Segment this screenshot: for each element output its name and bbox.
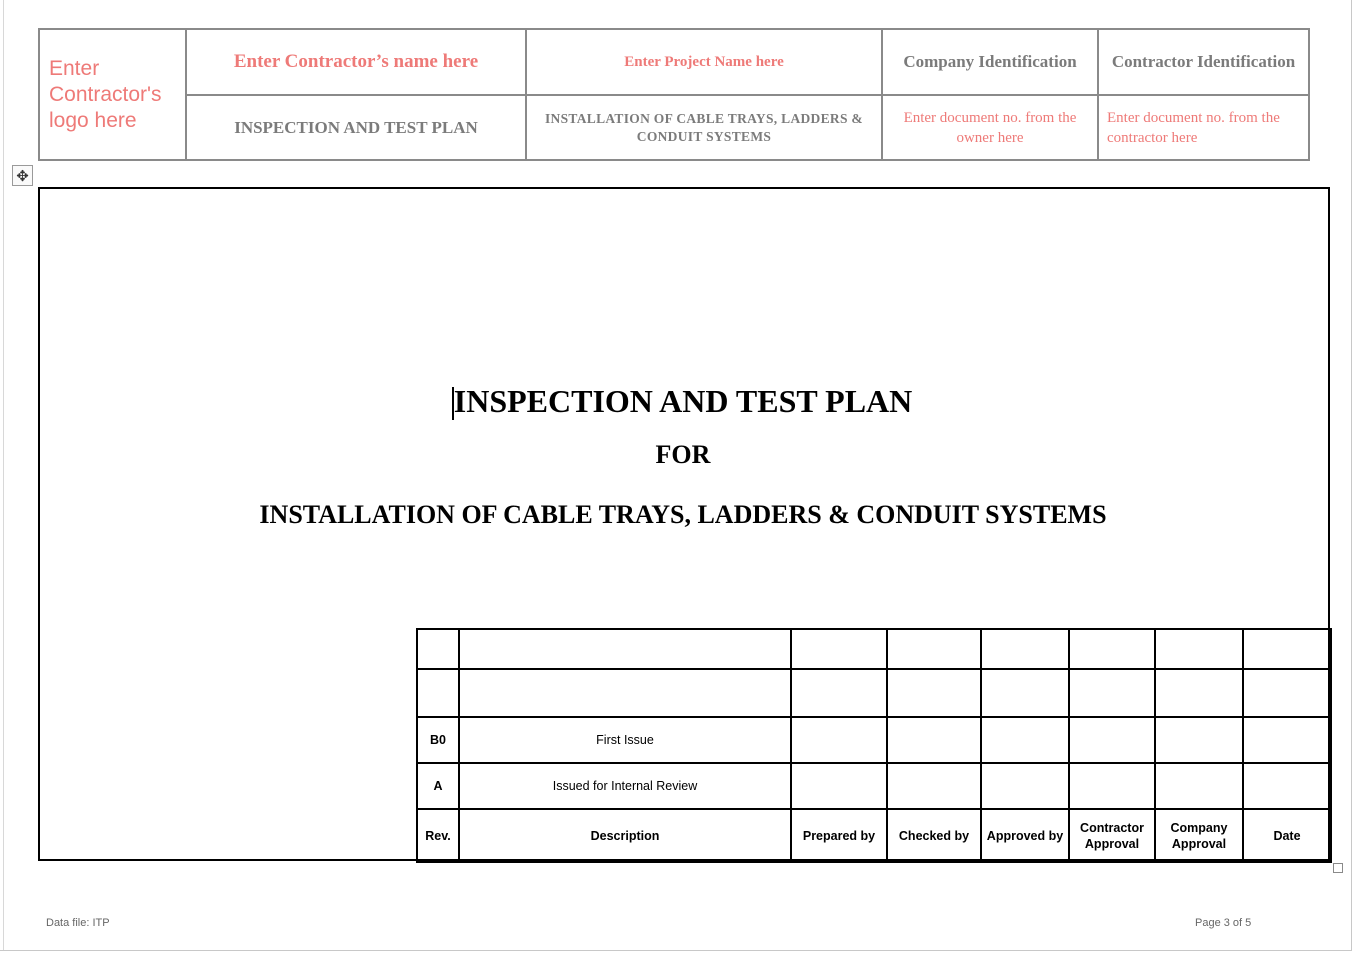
table-row xyxy=(417,669,1331,717)
column-header-date: Date xyxy=(1243,809,1331,862)
move-arrows-icon[interactable]: ✥ xyxy=(12,165,33,186)
approved-by-cell[interactable] xyxy=(981,763,1069,809)
contractor-approval-cell[interactable] xyxy=(1069,717,1155,763)
header-table xyxy=(38,28,1310,161)
table-row xyxy=(417,717,1331,763)
date-cell[interactable] xyxy=(1243,669,1331,717)
column-header-description: Description xyxy=(459,809,791,862)
resize-handle-icon[interactable] xyxy=(1333,863,1343,873)
document-title-cell: INSPECTION AND TEST PLAN xyxy=(186,95,526,160)
checked-by-cell[interactable] xyxy=(887,629,981,669)
contractor-name-field[interactable]: Enter Contractor’s name here xyxy=(186,29,526,95)
contractor-document-number-field[interactable]: Enter document no. from the contractor here xyxy=(1098,95,1309,160)
table-header-row xyxy=(417,809,1331,862)
rev-cell[interactable] xyxy=(417,629,459,669)
approved-by-cell[interactable] xyxy=(981,717,1069,763)
revision-table xyxy=(416,628,1332,863)
approved-by-cell[interactable] xyxy=(981,629,1069,669)
prepared-by-cell[interactable] xyxy=(791,629,887,669)
contractor-approval-cell[interactable] xyxy=(1069,763,1155,809)
date-cell[interactable] xyxy=(1243,717,1331,763)
column-header-approved-by: Approved by xyxy=(981,809,1069,862)
cover-for[interactable]: FOR xyxy=(655,440,711,469)
description-cell[interactable]: Issued for Internal Review xyxy=(459,763,791,809)
contractor-logo-placeholder[interactable]: Enter Contractor's logo here xyxy=(39,29,186,160)
date-cell[interactable] xyxy=(1243,629,1331,669)
approved-by-cell[interactable] xyxy=(981,669,1069,717)
prepared-by-cell[interactable] xyxy=(791,669,887,717)
description-cell[interactable] xyxy=(459,669,791,717)
prepared-by-cell[interactable] xyxy=(791,763,887,809)
column-header-rev: Rev. xyxy=(417,809,459,862)
checked-by-cell[interactable] xyxy=(887,763,981,809)
footer-page-number: Page 3 of 5 xyxy=(1195,917,1252,929)
footer-data-file: Data file: ITP xyxy=(46,917,110,929)
description-cell[interactable] xyxy=(459,629,791,669)
company-approval-cell[interactable] xyxy=(1155,629,1243,669)
company-identification-label: Company Identification xyxy=(882,29,1098,95)
contractor-approval-cell[interactable] xyxy=(1069,629,1155,669)
prepared-by-cell[interactable] xyxy=(791,717,887,763)
company-approval-cell[interactable] xyxy=(1155,717,1243,763)
text-cursor xyxy=(452,387,454,420)
checked-by-cell[interactable] xyxy=(887,717,981,763)
scope-cell: INSTALLATION OF CABLE TRAYS, LADDERS & CONDUIT SYSTEMS xyxy=(526,95,882,160)
company-approval-cell[interactable] xyxy=(1155,763,1243,809)
description-cell[interactable]: First Issue xyxy=(459,717,791,763)
date-cell[interactable] xyxy=(1243,763,1331,809)
rev-cell[interactable] xyxy=(417,669,459,717)
rev-cell[interactable]: A xyxy=(417,763,459,809)
table-row xyxy=(417,629,1331,669)
column-header-contractor-approval: Contractor Approval xyxy=(1069,809,1155,862)
cover-title[interactable]: INSPECTION AND TEST PLAN xyxy=(453,383,913,419)
column-header-checked-by: Checked by xyxy=(887,809,981,862)
contractor-approval-cell[interactable] xyxy=(1069,669,1155,717)
cover-subtitle[interactable]: INSTALLATION OF CABLE TRAYS, LADDERS & CONDUIT SYSTEMS xyxy=(259,500,1107,529)
project-name-field[interactable]: Enter Project Name here xyxy=(526,29,882,95)
page-left-edge xyxy=(3,0,4,950)
rev-cell[interactable]: B0 xyxy=(417,717,459,763)
owner-document-number-field[interactable]: Enter document no. from the owner here xyxy=(882,95,1098,160)
table-row xyxy=(417,763,1331,809)
column-header-company-approval: Company Approval xyxy=(1155,809,1243,862)
company-approval-cell[interactable] xyxy=(1155,669,1243,717)
page-right-edge xyxy=(1351,0,1352,950)
checked-by-cell[interactable] xyxy=(887,669,981,717)
contractor-identification-label: Contractor Identification xyxy=(1098,29,1309,95)
page-bottom-edge xyxy=(0,950,1352,951)
column-header-prepared-by: Prepared by xyxy=(791,809,887,862)
